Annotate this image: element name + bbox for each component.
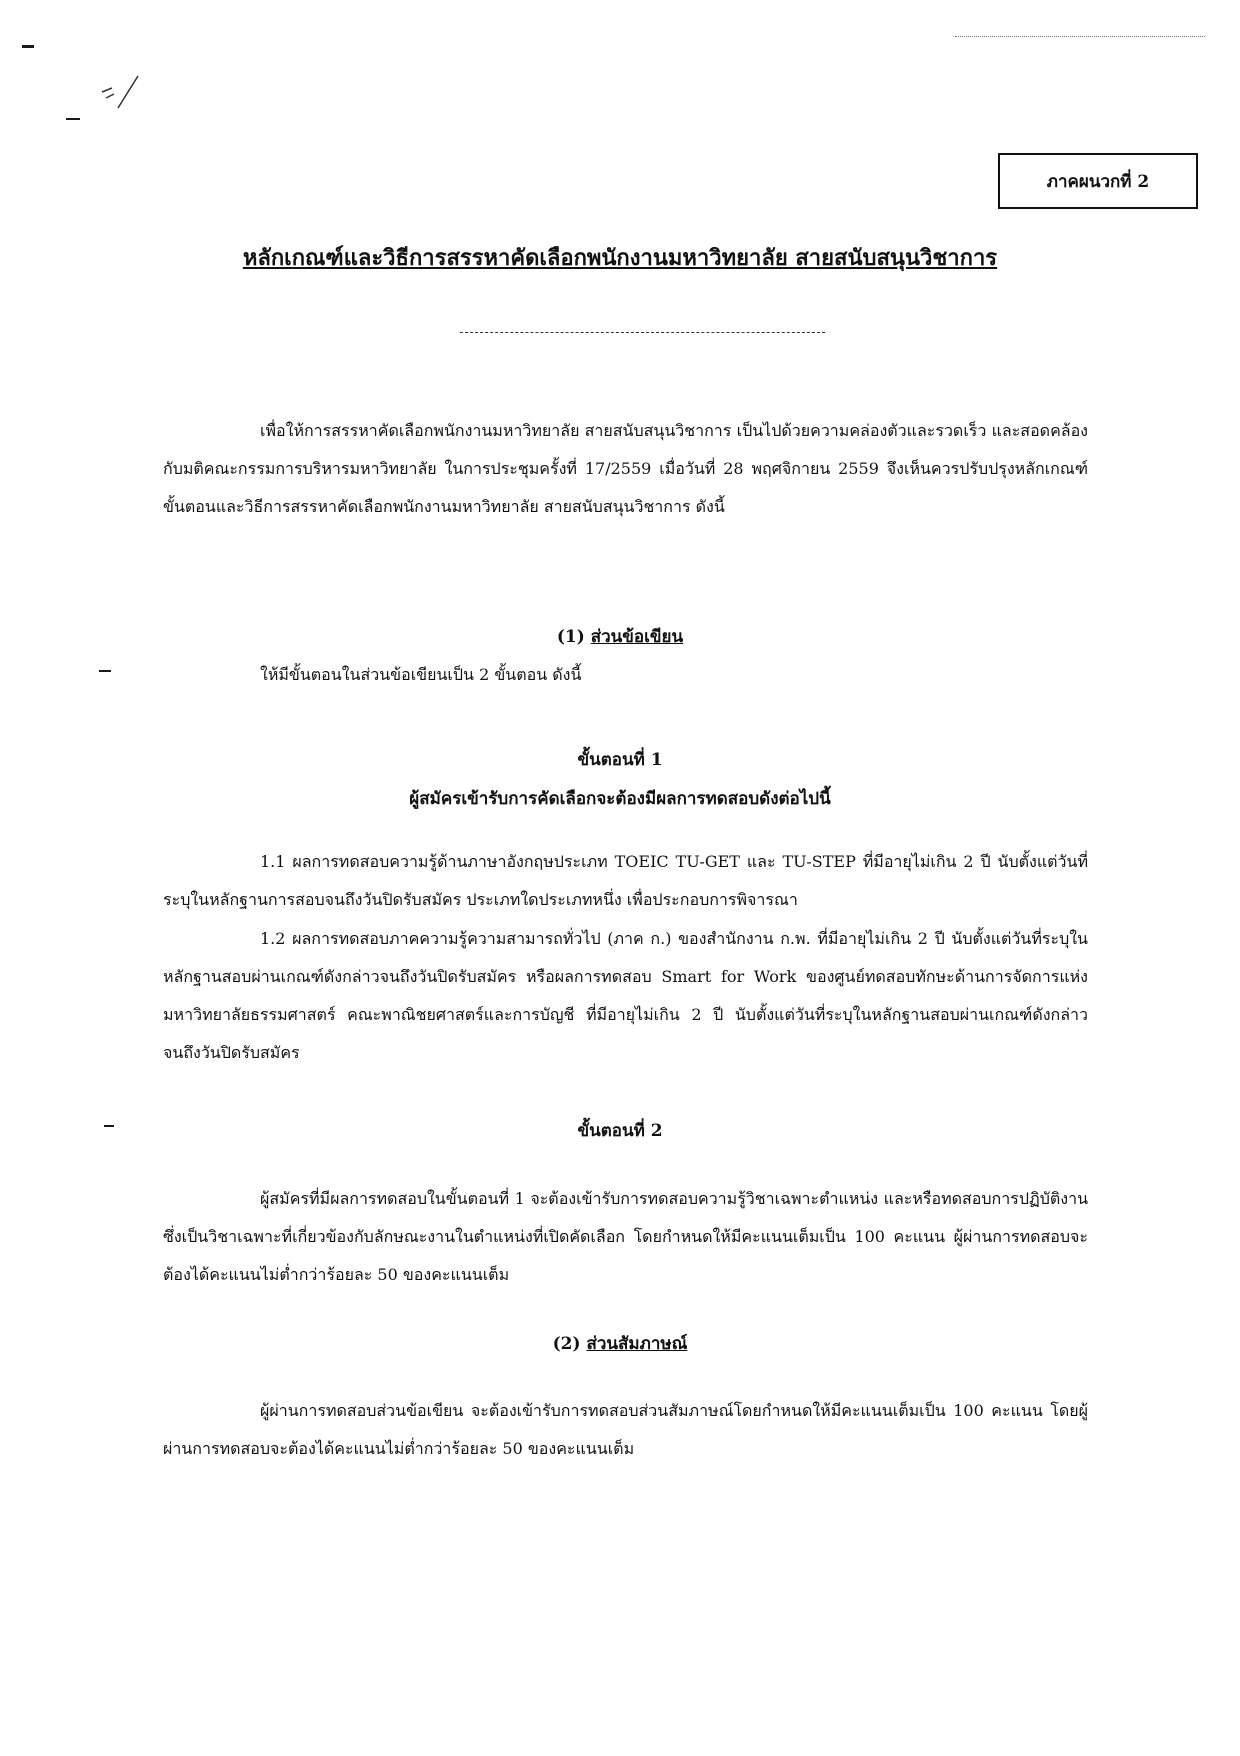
section2-paragraph: ผู้ผ่านการทดสอบส่วนข้อเขียน จะต้องเข้ารับการทดสอบส่วนสัมภาษณ์โดยกำหนดให้มีคะแนนเต็มเป็น 100 คะแนน โดยผู้ผ่านการทดสอบจะต้องได้คะแนนไม่ต่ำกว่าร้อยละ 50 ของคะแนนเต็ม bbox=[163, 1401, 1088, 1458]
annex-label-box bbox=[998, 153, 1198, 209]
step2-heading: ขั้นตอนที่ 2 bbox=[577, 1121, 663, 1141]
section1-lead: ให้มีขั้นตอนในส่วนข้อเขียนเป็น 2 ขั้นตอน ดังนี้ bbox=[260, 665, 582, 684]
scan-top-line bbox=[955, 36, 1205, 37]
scan-mark-left-1 bbox=[99, 670, 111, 672]
step1-subheading: ผู้สมัครเข้ารับการคัดเลือกจะต้องมีผลการทดสอบดังต่อไปนี้ bbox=[409, 789, 831, 809]
section1-heading bbox=[0, 623, 1240, 650]
annex-label: ภาคผนวกที่ 2 bbox=[1046, 171, 1150, 192]
separator-line bbox=[460, 332, 825, 333]
section2-title: ส่วนสัมภาษณ์ bbox=[586, 1334, 688, 1354]
step2-paragraph: ผู้สมัครที่มีผลการทดสอบในขั้นตอนที่ 1 จะต้องเข้ารับการทดสอบความรู้วิชาเฉพาะตำแหน่ง และหรือทดสอบการปฏิบัติงาน ซึ่งเป็นวิชาเฉพาะที่เกี่ยวข้องกับลักษณะงานในตำแหน่งที่เปิดคัดเลือก โดยกำหนดให้มีคะแนนเต็มเป็น 100 คะแนน ผู้ผ่านการทดสอบจะต้องได้คะแนนไม่ต่ำกว่าร้อยละ 50 ของคะแนนเต็ม bbox=[163, 1189, 1088, 1284]
item-1-2: 1.2 ผลการทดสอบภาคความรู้ความสามารถทั่วไป (ภาค ก.) ของสำนักงาน ก.พ. ที่มีอายุไม่เกิน 2 ปี นับตั้งแต่วันที่ระบุในหลักฐานสอบผ่านเกณฑ์ดังกล่าวจนถึงวันปิดรับสมัคร หรือผลการทดสอบ Smart for Work ของศูนย์ทดสอบทักษะด้านการจัดการแห่งมหาวิทยาลัยธรรมศาสตร์ คณะพาณิชยศาสตร์และการบัญชี ที่มีอายุไม่เกิน 2 ปี นับตั้งแต่วันที่ระบุในหลักฐานสอบผ่านเกณฑ์ดังกล่าวจนถึงวันปิดรับสมัคร bbox=[163, 929, 1088, 1062]
section1-number: (1) bbox=[556, 627, 585, 647]
section2-number: (2) bbox=[552, 1334, 581, 1354]
item-1-1: 1.1 ผลการทดสอบความรู้ด้านภาษาอังกฤษประเภท TOEIC TU-GET และ TU-STEP ที่มีอายุไม่เกิน 2 ปี นับตั้งแต่วันที่ระบุในหลักฐานการสอบจนถึงวันปิดรับสมัคร ประเภทใดประเภทหนึ่ง เพื่อประกอบการพิจารณา bbox=[163, 852, 1088, 909]
scan-mark-dash bbox=[66, 118, 80, 120]
step1-heading: ขั้นตอนที่ 1 bbox=[577, 750, 663, 770]
scan-mark-top-left bbox=[22, 45, 34, 48]
section2-heading bbox=[0, 1330, 1240, 1357]
intro-paragraph: เพื่อให้การสรรหาคัดเลือกพนักงานมหาวิทยาลัย สายสนับสนุนวิชาการ เป็นไปด้วยความคล่องตัวและรวดเร็ว และสอดคล้องกับมติคณะกรรมการบริหารมหาวิทยาลัย ในการประชุมครั้งที่ 17/2559 เมื่อวันที่ 28 พฤศจิกายน 2559 จึงเห็นควรปรับปรุงหลักเกณฑ์ ขั้นตอนและวิธีการสรรหาคัดเลือกพนักงานมหาวิทยาลัย สายสนับสนุนวิชาการ ดังนี้ bbox=[163, 421, 1088, 516]
document-title: หลักเกณฑ์และวิธีการสรรหาคัดเลือกพนักงานมหาวิทยาลัย สายสนับสนุนวิชาการ bbox=[242, 245, 998, 271]
scan-scribble bbox=[98, 72, 144, 122]
section1-title: ส่วนข้อเขียน bbox=[590, 627, 684, 647]
